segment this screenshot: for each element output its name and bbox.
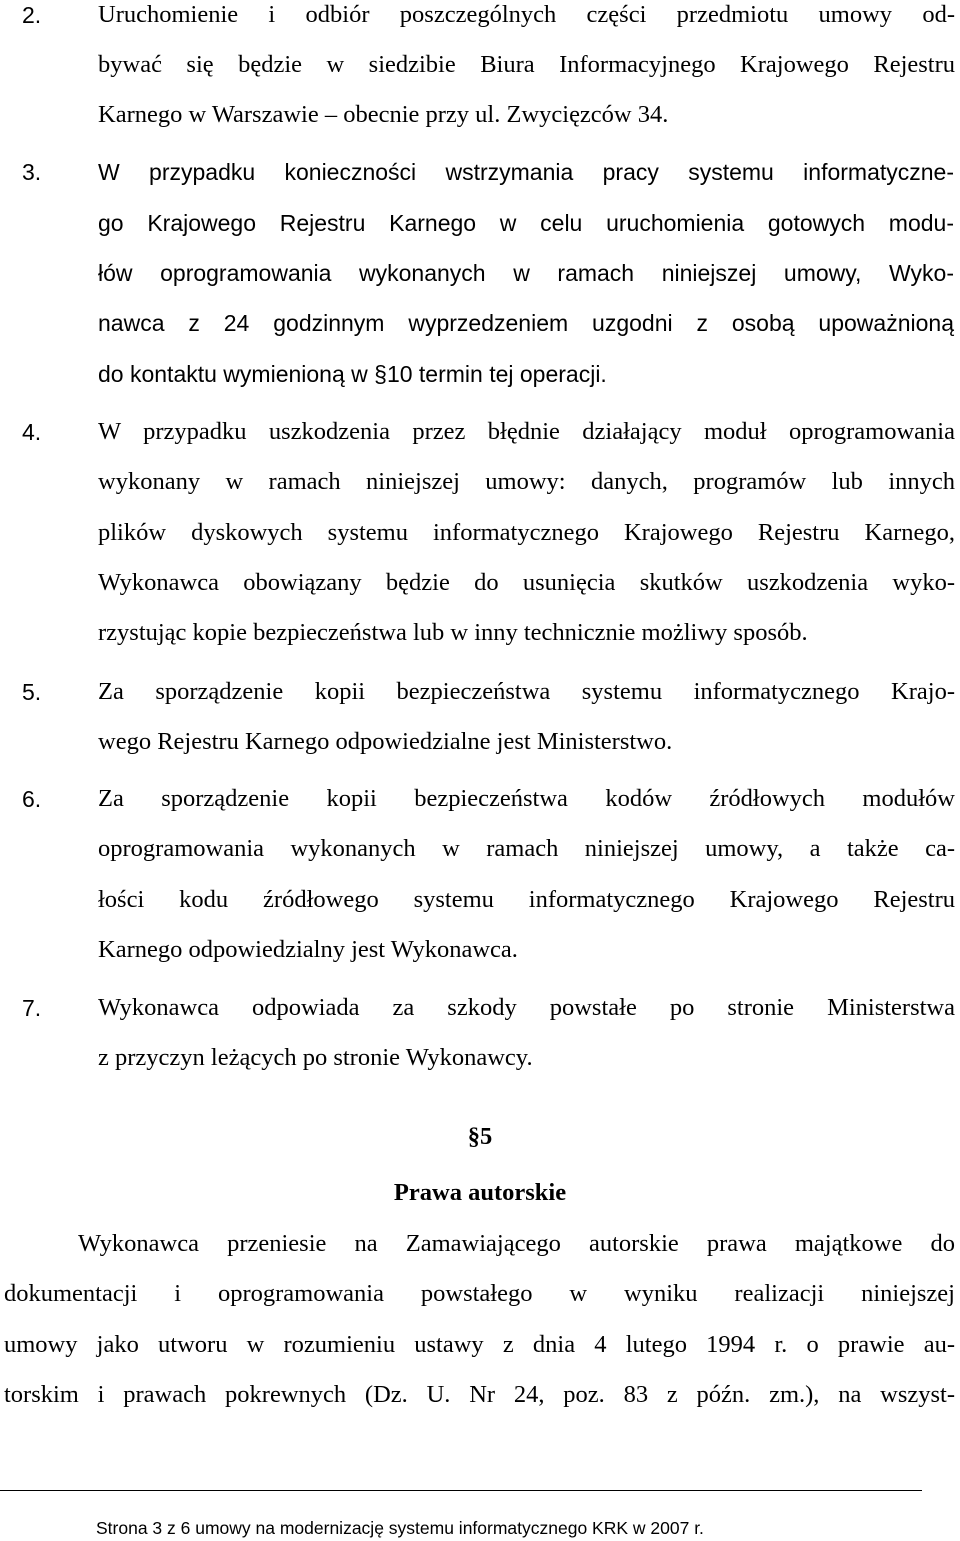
footer-divider: [0, 1490, 922, 1491]
item-6-line-4: Karnego odpowiedzialny jest Wykonawca.: [98, 936, 518, 963]
item-3-line-1: W przypadku konieczności wstrzymania pracy systemu informatyczne-: [98, 159, 954, 185]
item-7-line-1: Wykonawca odpowiada za szkody powstałe po stronie Ministerstwa: [98, 994, 955, 1021]
item-3-line-4: nawca z 24 godzinnym wyprzedzeniem uzgodni z osobą upoważnioną: [98, 310, 954, 336]
item-6-line-3: łości kodu źródłowego systemu informatycznego Krajowego Rejestru: [98, 886, 955, 913]
item-number-4: 4.: [22, 419, 42, 445]
item-2-line-3: Karnego w Warszawie – obecnie przy ul. Zwycięzców 34.: [98, 101, 669, 128]
item-2-line-2: bywać się będzie w siedzibie Biura Informacyjnego Krajowego Rejestru: [98, 51, 955, 78]
item-number-7: 7.: [22, 995, 42, 1021]
item-number-6: 6.: [22, 786, 42, 812]
paragraph-line-4: torskim i prawach pokrewnych (Dz. U. Nr 24, poz. 83 z późn. zm.), na wszyst-: [4, 1381, 955, 1408]
item-3-line-3: łów oprogramowania wykonanych w ramach niniejszej umowy, Wyko-: [98, 260, 954, 286]
item-4-line-4: Wykonawca obowiązany będzie do usunięcia skutków uszkodzenia wyko-: [98, 569, 955, 596]
item-3-line-5: do kontaktu wymienioną w §10 termin tej operacji.: [98, 361, 607, 387]
paragraph-line-1: Wykonawca przeniesie na Zamawiającego autorskie prawa majątkowe do: [78, 1230, 955, 1257]
item-6-line-2: oprogramowania wykonanych w ramach niniejszej umowy, a także ca-: [98, 835, 955, 862]
item-4-line-5: rzystując kopie bezpieczeństwa lub w inny technicznie możliwy sposób.: [98, 619, 808, 646]
paragraph-line-3: umowy jako utworu w rozumieniu ustawy z dnia 4 lutego 1994 r. o prawie au-: [4, 1331, 955, 1358]
item-5-line-2: wego Rejestru Karnego odpowiedzialne jest Ministerstwo.: [98, 728, 673, 755]
section-title: Prawa autorskie: [393, 1179, 567, 1206]
item-6-line-1: Za sporządzenie kopii bezpieczeństwa kodów źródłowych modułów: [98, 785, 955, 812]
item-number-2: 2.: [22, 2, 42, 28]
page-footer: Strona 3 z 6 umowy na modernizację systemu informatycznego KRK w 2007 r.: [96, 1518, 704, 1538]
item-number-3: 3.: [22, 159, 42, 185]
item-3-line-2: go Krajowego Rejestru Karnego w celu uruchomienia gotowych modu-: [98, 210, 954, 236]
item-5-line-1: Za sporządzenie kopii bezpieczeństwa systemu informatycznego Krajo-: [98, 678, 955, 705]
item-2-line-1: Uruchomienie i odbiór poszczególnych części przedmiotu umowy od-: [98, 1, 955, 28]
item-4-line-3: plików dyskowych systemu informatycznego Krajowego Rejestru Karnego,: [98, 519, 955, 546]
item-4-line-1: W przypadku uszkodzenia przez błędnie działający moduł oprogramowania: [98, 418, 955, 445]
item-number-5: 5.: [22, 679, 42, 705]
paragraph-line-2: dokumentacji i oprogramowania powstałego w wyniku realizacji niniejszej: [4, 1280, 955, 1307]
section-number: §5: [467, 1123, 493, 1150]
item-4-line-2: wykonany w ramach niniejszej umowy: danych, programów lub innych: [98, 468, 955, 495]
item-7-line-2: z przyczyn leżących po stronie Wykonawcy.: [98, 1044, 533, 1071]
